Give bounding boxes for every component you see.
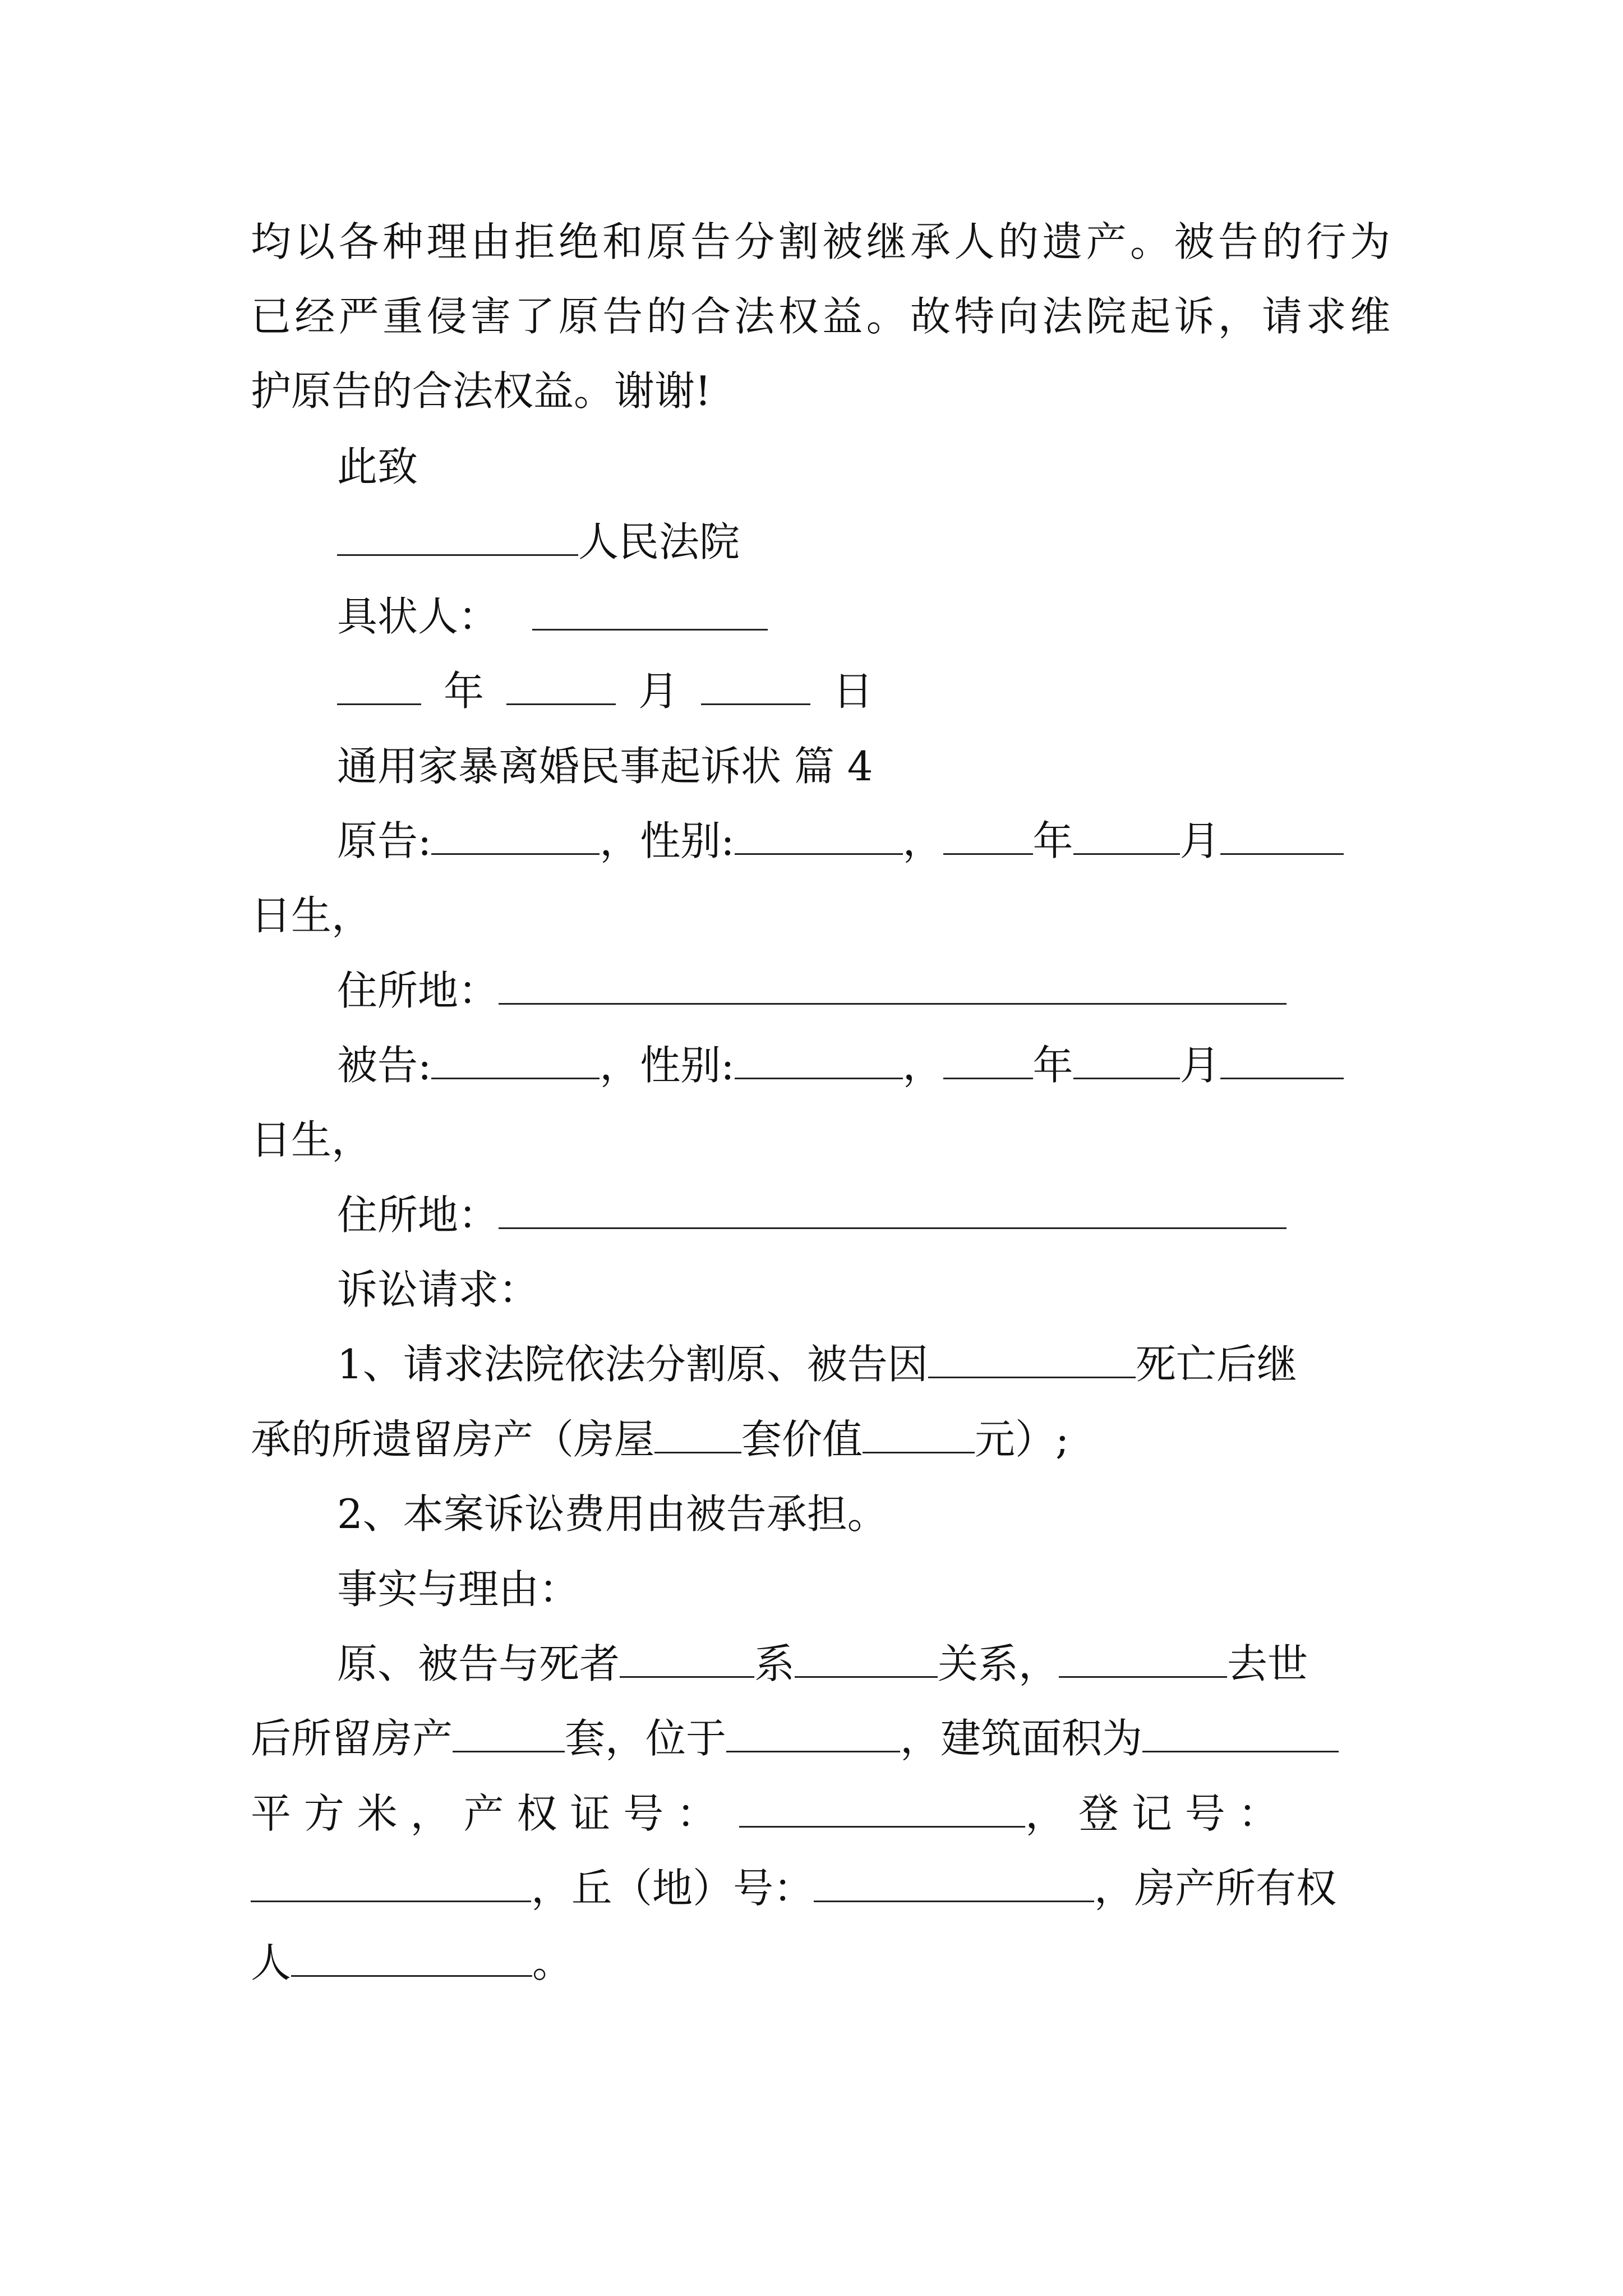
facts-text: 去世: [1227, 1640, 1308, 1687]
plaintiff-label: 原告:: [337, 817, 432, 864]
facts-heading: 事实与理由：: [337, 1566, 580, 1613]
paragraph-line: 已经严重侵害了原告的合法权益。故特向法院起诉，请求维: [251, 293, 1390, 340]
facts-line: [337, 1633, 1390, 1695]
plaintiff-address-line: [337, 960, 1390, 1022]
house-count-blank: [654, 1415, 741, 1453]
facts-line: [251, 1708, 1390, 1769]
signer-blank: [532, 592, 768, 631]
facts-line: [251, 1783, 1390, 1844]
facts-text: 原、被告与死者: [337, 1640, 620, 1687]
month-label: 月: [1179, 1042, 1220, 1089]
signer-label: 具状人：: [337, 593, 499, 640]
day-blank: [701, 666, 810, 705]
address-label: 住所地：: [337, 967, 499, 1014]
year-label: 年: [1032, 1042, 1073, 1089]
facts-text: ，建筑面积为: [900, 1715, 1143, 1762]
court-line: [337, 511, 1390, 573]
owner-blank: [291, 1938, 532, 1977]
birth-day-blank: [1220, 816, 1344, 855]
facts-line: [251, 1932, 1390, 1994]
registration-number-blank: [251, 1864, 531, 1902]
birth-year-blank: [943, 816, 1033, 855]
facts-line: [251, 1857, 1390, 1919]
plaintiff-line: [337, 810, 1390, 872]
gender-label: ，性别:: [600, 1042, 735, 1089]
house-count-blank: [453, 1714, 565, 1752]
claims-heading: 诉讼请求：: [337, 1266, 540, 1313]
value-blank: [863, 1415, 975, 1453]
facts-text: 套，位于: [565, 1715, 727, 1762]
month-blank: [506, 666, 616, 705]
claim-text: 套价值: [741, 1416, 863, 1463]
claim-text: 元）;: [975, 1416, 1069, 1463]
signer-line: [337, 586, 1390, 647]
address-blank: [499, 966, 1287, 1005]
gender-blank: [735, 1041, 903, 1079]
claim-item-1-cont: [251, 1409, 1390, 1470]
facts-text: ，丘（地）号：: [531, 1865, 814, 1912]
relation-blank: [795, 1639, 938, 1678]
comma: ，: [902, 817, 943, 864]
certificate-number-blank: [739, 1789, 1025, 1828]
year-label: 年: [444, 668, 485, 715]
year-blank: [337, 666, 421, 705]
gender-blank: [735, 816, 903, 855]
paragraph-line: 均以各种理由拒绝和原告分割被继承人的遗产。被告的行为: [251, 218, 1390, 265]
year-label: 年: [1032, 817, 1073, 864]
defendant-line: [337, 1034, 1390, 1096]
court-name-blank: [337, 517, 578, 556]
defendant-label: 被告:: [337, 1042, 432, 1089]
facts-text: ， 登 记 号 ：: [1025, 1790, 1279, 1837]
defendant-address-line: [337, 1184, 1390, 1246]
facts-text: 平 方 米 ， 产 权 证 号 ：: [251, 1790, 717, 1837]
area-blank: [1142, 1714, 1339, 1752]
deceased-blank: [1059, 1639, 1227, 1678]
facts-text: 人: [251, 1939, 292, 1986]
deceased-name-blank: [620, 1639, 754, 1678]
claim-text: 死亡后继: [1135, 1341, 1297, 1388]
date-line: [337, 660, 1390, 722]
facts-text: 系: [754, 1640, 795, 1687]
facts-text: 后所留房产: [251, 1715, 453, 1762]
birth-month-blank: [1073, 816, 1180, 855]
plaintiff-name-blank: [431, 816, 600, 855]
month-label: 月: [1179, 817, 1220, 864]
claim-text: 承的所遗留房产（房屋: [251, 1416, 655, 1463]
claim-item-2: 2、本案诉讼费用由被告承担。: [337, 1490, 888, 1538]
defendant-name-blank: [431, 1041, 600, 1079]
day-label: 日: [833, 668, 874, 715]
address-blank: [499, 1190, 1287, 1229]
month-label: 月: [638, 668, 679, 715]
deceased-blank: [928, 1340, 1136, 1378]
facts-text: 。: [532, 1939, 573, 1986]
claim-text: 1、请求法院依法分割原、被告因: [337, 1341, 928, 1388]
claim-item-1: [337, 1333, 1390, 1395]
address-label: 住所地：: [337, 1191, 499, 1239]
birth-day-blank: [1220, 1041, 1344, 1079]
paragraph-line: 护原告的合法权益。谢谢!: [251, 367, 711, 415]
birth-suffix: 日生，: [251, 1116, 372, 1163]
facts-text: ，房产所有权: [1094, 1865, 1337, 1912]
salutation: 此致: [337, 443, 418, 490]
facts-text: 关系，: [938, 1640, 1059, 1687]
location-blank: [726, 1714, 900, 1752]
birth-year-blank: [943, 1041, 1033, 1079]
comma: ，: [902, 1042, 943, 1089]
lot-number-blank: [814, 1864, 1094, 1902]
court-suffix: 人民法院: [578, 518, 740, 565]
gender-label: ，性别:: [600, 817, 735, 864]
section-title: 通用家暴离婚民事起诉状 篇 4: [337, 743, 873, 790]
birth-month-blank: [1073, 1041, 1180, 1079]
birth-suffix: 日生，: [251, 892, 372, 939]
